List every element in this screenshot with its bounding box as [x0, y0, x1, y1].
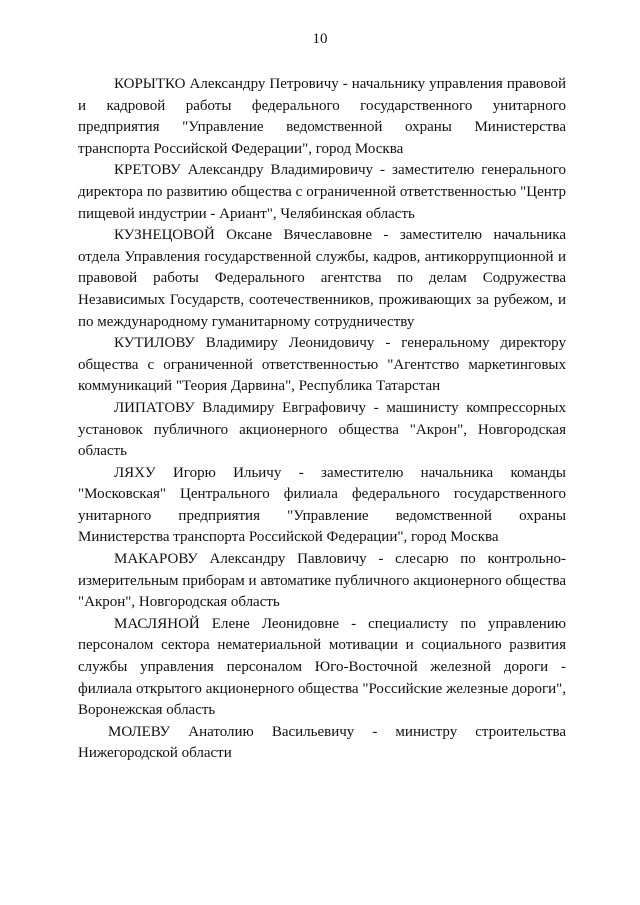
award-entry-molev: МОЛЕВУ Анатолию Васильевичу - министру строительства Нижегородской области: [78, 723, 566, 762]
award-entry-makarov: МАКАРОВУ Александру Павловичу - слесарю по контрольно-измерительным приборам и автоматике публичного акционерного общества "Акрон", Новгородская область: [78, 551, 566, 611]
award-entry-lipatov: ЛИПАТОВУ Владимиру Евграфовичу - машинисту компрессорных установок публичного акционерного общества "Акрон", Новгородская область: [78, 399, 566, 460]
award-entry-lyakh: ЛЯХУ Игорю Ильичу - заместителю начальника команды "Московская" Центрального филиала федерального государственного унитарного предприятия "Управление ведомственной охраны Министерства транспорта Российской Федерации", город Москва: [78, 464, 566, 546]
award-entry-maslyanaya: МАСЛЯНОЙ Елене Леонидовне - специалисту по управлению персоналом сектора нематериальной мотивации и социального развития службы управления персоналом Юго-Восточной железной дороги - филиала открытого акционерного общества "Российские железные дороги", Воронежская область: [78, 615, 566, 719]
page-number: 10: [312, 31, 328, 47]
award-entry-kuznetsova: КУЗНЕЦОВОЙ Оксане Вячеславовне - заместителю начальника отдела Управления государственной службы, кадров, антикоррупционной и правовой работы Федерального агентства по делам Содружества Независимых Государств, соотечественников, проживающих за рубежом, и по международному гуманитарному сотрудничеству: [78, 227, 566, 330]
award-entry-korytko: КОРЫТКО Александру Петровичу - начальнику управления правовой и кадровой работы федерального государственного унитарного предприятия "Управление ведомственной охраны Министерства транспорта Российской Федерации", город Москва: [78, 76, 566, 157]
award-entry-kutilov: КУТИЛОВУ Владимиру Леонидовичу - генеральному директору общества с ограниченной ответственностью "Агентство маркетинговых коммуникаций "Теория Дарвина", Республика Татарстан: [78, 335, 566, 395]
award-list: [78, 74, 566, 765]
award-entry-kretov: КРЕТОВУ Александру Владимировичу - заместителю генерального директора по развитию общества с ограниченной ответственностью "Центр пищевой индустрии - Ариант", Челябинская область: [78, 162, 566, 222]
